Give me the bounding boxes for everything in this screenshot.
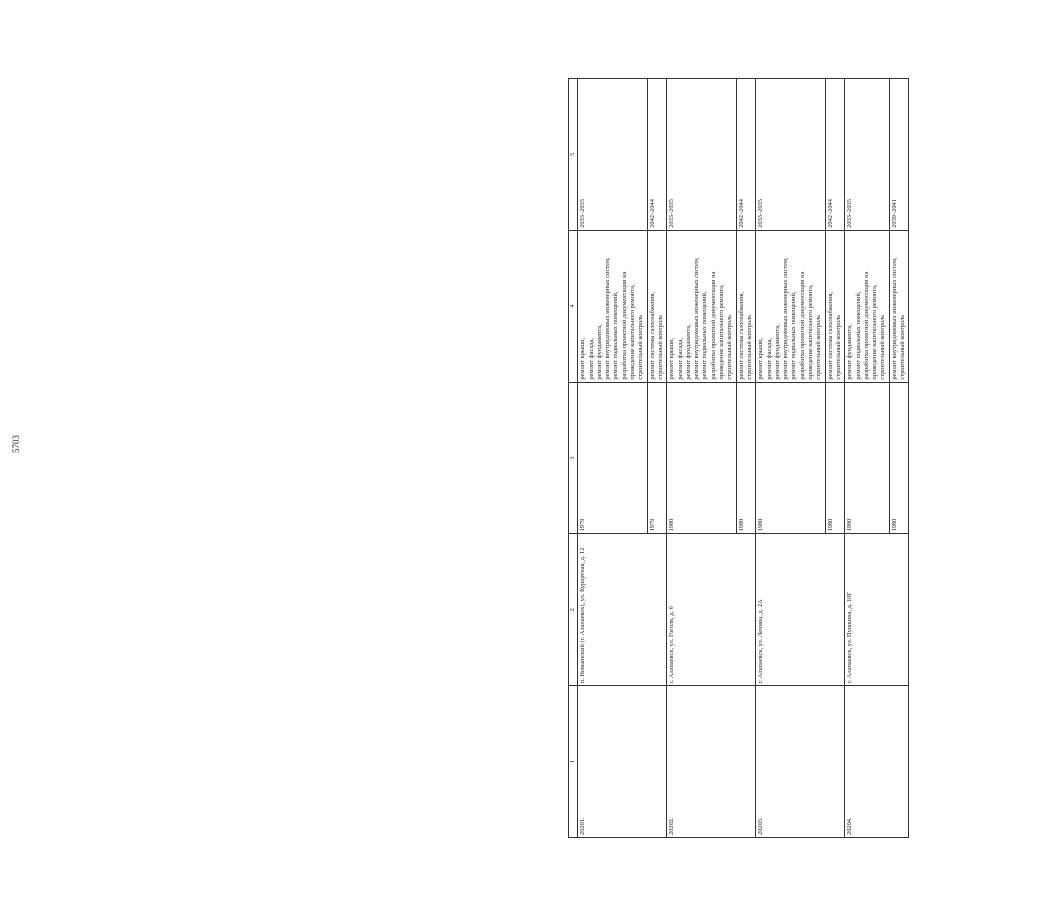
header-cell: 5 bbox=[569, 79, 578, 231]
work-item: строительный контроль bbox=[637, 314, 645, 380]
work-item: разработка проектной документации на bbox=[709, 271, 717, 380]
work-item: строительный контроль bbox=[656, 314, 664, 380]
period-cell: 2033–2035 bbox=[845, 79, 889, 231]
works-cell bbox=[736, 230, 756, 382]
work-item: разработка проектной документации на bbox=[798, 271, 806, 380]
period-cell: 2033–2035 bbox=[667, 79, 736, 231]
work-item: ремонт крыши, bbox=[757, 337, 765, 380]
table-row bbox=[845, 79, 889, 838]
work-item: ремонт фундамента, bbox=[773, 324, 781, 380]
period-cell: 2042–2044 bbox=[736, 79, 756, 231]
year-cell: 1979 bbox=[647, 382, 667, 534]
work-item: ремонт фасада, bbox=[587, 338, 595, 380]
row-number: 20203. bbox=[756, 686, 845, 838]
work-item: ремонт внутридомовых инженерных систем, bbox=[604, 257, 612, 380]
work-item: строительный контроль bbox=[834, 314, 842, 380]
work-item: разработка проектной документации на bbox=[620, 271, 628, 380]
work-item: ремонт фасада, bbox=[676, 338, 684, 380]
work-item: ремонт фундамента, bbox=[846, 324, 854, 380]
work-item: ремонт подвальных помещений, bbox=[854, 291, 862, 380]
year-cell: 1980 bbox=[845, 382, 889, 534]
period-cell: 2033–2035 bbox=[756, 79, 825, 231]
page-number: 5703 bbox=[11, 435, 21, 453]
work-item: проведение капитального ремонта, bbox=[718, 284, 726, 380]
work-item: ремонт внутридомовых инженерных систем, bbox=[693, 257, 701, 380]
works-cell bbox=[578, 230, 647, 382]
rotated-table-wrapper bbox=[568, 78, 1050, 838]
work-item: ремонт крыши, bbox=[668, 337, 676, 380]
repair-schedule-table bbox=[568, 78, 909, 838]
row-number: 20202. bbox=[667, 686, 756, 838]
work-item: строительный контроль bbox=[898, 314, 906, 380]
work-item: ремонт системы газоснабжения, bbox=[737, 291, 745, 380]
work-item: строительный контроль bbox=[745, 314, 753, 380]
work-item: ремонт фундамента, bbox=[684, 324, 692, 380]
row-number: 20204. bbox=[845, 686, 909, 838]
works-cell bbox=[845, 230, 889, 382]
year-cell: 1980 bbox=[756, 382, 825, 534]
works-cell bbox=[667, 230, 736, 382]
period-cell: 2033–2035 bbox=[578, 79, 647, 231]
work-item: строительный контроль bbox=[815, 314, 823, 380]
work-item: ремонт подвальных помещений, bbox=[612, 291, 620, 380]
year-cell: 1980 bbox=[667, 382, 736, 534]
works-cell bbox=[756, 230, 825, 382]
work-item: строительный контроль bbox=[879, 314, 887, 380]
address-cell: п. Невьянский (г. Алапаевск), ул. Курортная, д. 12 bbox=[578, 534, 667, 686]
work-item: проведение капитального ремонта, bbox=[629, 284, 637, 380]
table-row bbox=[756, 79, 825, 838]
work-item: строительный контроль bbox=[726, 314, 734, 380]
header-cell: 3 bbox=[569, 382, 578, 534]
header-cell: 1 bbox=[569, 686, 578, 838]
work-item: разработка проектной документации на bbox=[862, 271, 870, 380]
work-item: ремонт подвальных помещений, bbox=[701, 291, 709, 380]
header-cell: 2 bbox=[569, 534, 578, 686]
address-cell: г. Алапаевск, ул. Ленина, д. 2А bbox=[756, 534, 845, 686]
work-item: ремонт подвальных помещений, bbox=[790, 291, 798, 380]
work-item: ремонт фасада, bbox=[765, 338, 773, 380]
work-item: ремонт крыши, bbox=[579, 337, 587, 380]
period-cell: 2042–2044 bbox=[825, 79, 845, 231]
year-cell: 1980 bbox=[825, 382, 845, 534]
table-row bbox=[578, 79, 647, 838]
works-cell bbox=[889, 230, 909, 382]
work-item: ремонт внутридомовых инженерных систем, bbox=[890, 257, 898, 380]
work-item: проведение капитального ремонта, bbox=[871, 284, 879, 380]
year-cell: 1980 bbox=[736, 382, 756, 534]
work-item: ремонт системы газоснабжения, bbox=[826, 291, 834, 380]
row-number: 20201. bbox=[578, 686, 667, 838]
table-row bbox=[667, 79, 736, 838]
works-cell bbox=[647, 230, 667, 382]
table-body bbox=[578, 79, 909, 838]
work-item: ремонт внутридомовых инженерных систем, bbox=[782, 257, 790, 380]
period-cell: 2042–2044 bbox=[647, 79, 667, 231]
work-item: ремонт фундамента, bbox=[595, 324, 603, 380]
header-row bbox=[569, 79, 578, 838]
address-cell: г. Алапаевск, ул. Гоголя, д. 6 bbox=[667, 534, 756, 686]
work-item: проведение капитального ремонта, bbox=[807, 284, 815, 380]
year-cell: 1980 bbox=[889, 382, 909, 534]
header-cell: 4 bbox=[569, 230, 578, 382]
address-cell: г. Алапаевск, ул. Пушкина, д. 10Г bbox=[845, 534, 909, 686]
year-cell: 1979 bbox=[578, 382, 647, 534]
works-cell bbox=[825, 230, 845, 382]
work-item: ремонт системы газоснабжения, bbox=[648, 291, 656, 380]
period-cell: 2039–2041 bbox=[889, 79, 909, 231]
